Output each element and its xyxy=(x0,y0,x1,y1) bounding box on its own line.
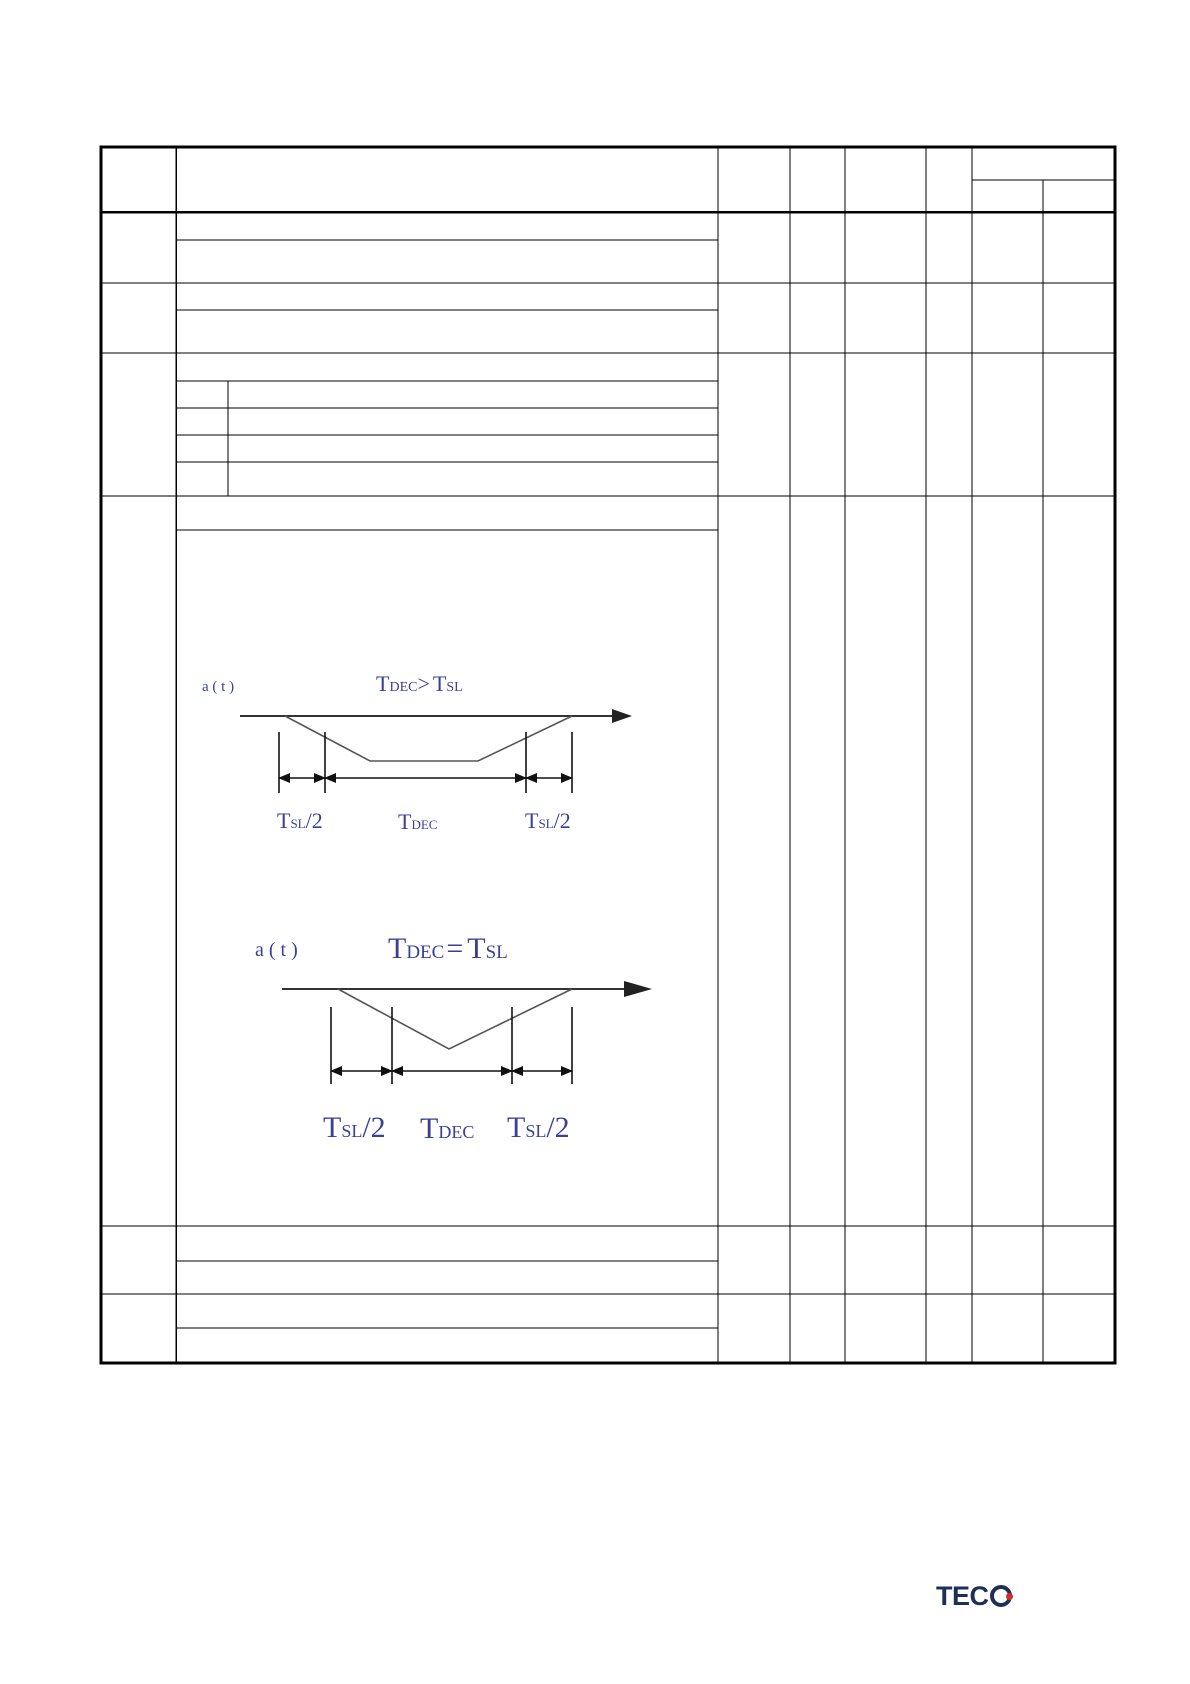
label-tdec: TDEC xyxy=(420,1112,475,1145)
label-tsl-half-left: TSL/2 xyxy=(277,808,323,833)
logo-text: TEC xyxy=(936,1581,989,1611)
diagram-tdec-equal-tsl xyxy=(255,932,652,1145)
teco-logo xyxy=(936,1581,1012,1612)
diagram-title: TDEC= TSL xyxy=(388,932,508,965)
acceleration-curve xyxy=(338,989,572,1049)
time-axis-arrowhead xyxy=(612,709,632,723)
logo-o-mark xyxy=(990,1585,1012,1607)
label-tdec: TDEC xyxy=(398,809,438,834)
label-tsl-half-right: TSL/2 xyxy=(507,1111,570,1144)
diagram-title: TDEC> TSL xyxy=(376,671,463,696)
y-axis-label: a ( t ) xyxy=(202,679,235,695)
label-tsl-half-right: TSL/2 xyxy=(525,808,571,833)
acceleration-curve xyxy=(285,716,572,761)
y-axis-label: a ( t ) xyxy=(255,939,298,961)
time-axis-arrowhead xyxy=(624,981,652,997)
diagram-tdec-greater-tsl xyxy=(202,671,632,834)
label-tsl-half-left: TSL/2 xyxy=(323,1111,386,1144)
